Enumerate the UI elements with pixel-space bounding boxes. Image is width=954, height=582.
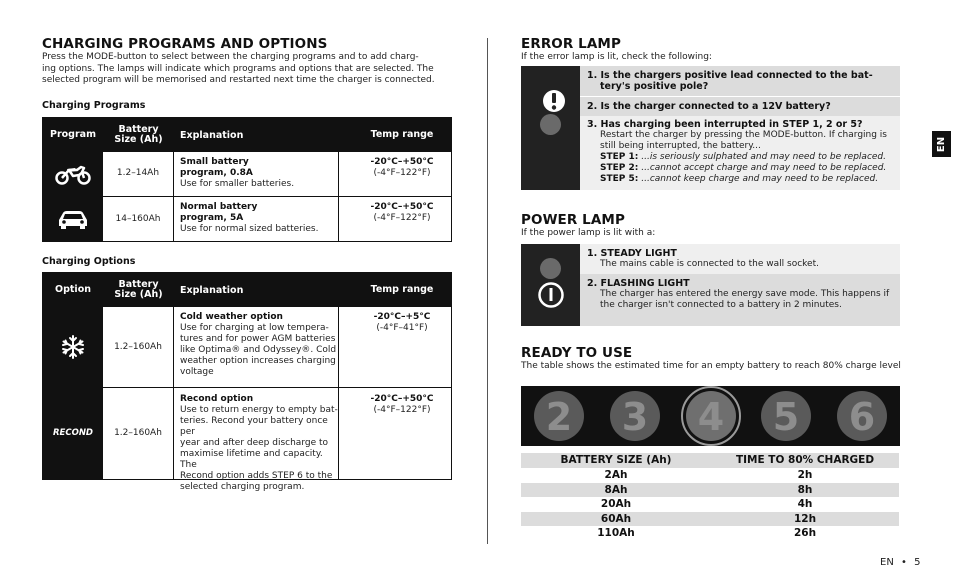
header-option: Option: [55, 284, 91, 295]
error-intro: If the error lamp is lit, check the following:: [521, 52, 712, 62]
table-row: 8Ah 8h: [521, 483, 899, 498]
option-size: 1.2–160Ah: [114, 342, 162, 352]
language-side-tab: EN: [932, 131, 951, 157]
table-row: 20Ah 4h: [521, 497, 899, 512]
error-lamp-indicator: [540, 114, 561, 135]
option-temp: -20°C–+5°C (-4°F–41°F): [373, 312, 431, 333]
car-icon: [56, 196, 90, 241]
error-item-3: 3. Has charging been interrupted in STEP 1, 2 or 5? Restart the charger by pressing the MODE-button. If charging is still being interrupted, the battery... STEP 1: ...is seriously sulphated and may need to be replaced. STEP 2: ...cannot accept charge and may need to be replaced. STEP 5: ...cannot keep charge and may need to be replaced.: [587, 119, 887, 184]
error-step-5: STEP 5: ...cannot keep charge and may need to be replaced.: [600, 174, 879, 184]
section-title-error: ERROR LAMP: [521, 36, 621, 52]
options-table: [42, 272, 452, 492]
error-item-1: 1. Is the chargers positive lead connected to the bat- tery's positive pole?: [587, 70, 873, 92]
header-explanation: Explanation: [180, 284, 244, 296]
program-temp: -20°C–+50°C (-4°F–122°F): [370, 202, 434, 223]
programs-heading: Charging Programs: [42, 100, 146, 111]
options-heading: Charging Options: [42, 256, 136, 267]
power-lamp-indicator: [540, 258, 561, 279]
header-explanation: Explanation: [180, 129, 244, 141]
table-row: 110Ah 26h: [521, 526, 899, 541]
program-explanation: Small battery program, 0.8A Use for smaller batteries.: [180, 157, 295, 189]
column-divider: [487, 38, 488, 544]
options-table-header: [43, 273, 451, 307]
section-title-charging: CHARGING PROGRAMS AND OPTIONS: [42, 36, 328, 52]
power-lamp-box: [521, 244, 900, 326]
snowflake-icon: [60, 307, 86, 387]
step-digit-6: [831, 386, 893, 446]
error-exclamation-icon: [541, 88, 567, 118]
program-temp: -20°C–+50°C (-4°F–122°F): [370, 157, 434, 178]
svg-text:4: 4: [697, 395, 724, 439]
programs-table-header: [43, 118, 451, 152]
step-display: [521, 386, 900, 446]
option-size: 1.2–160Ah: [114, 428, 162, 438]
motorcycle-icon: [55, 152, 91, 196]
recond-icon-label: RECOND: [53, 428, 93, 438]
error-step-2: STEP 2: ...cannot accept charge and may need to be replaced.: [600, 163, 887, 173]
program-size: 1.2–14Ah: [116, 168, 160, 178]
page-footer: EN • 5: [880, 557, 921, 568]
header-temp-range: Temp range: [370, 129, 434, 140]
ready-table-header: BATTERY SIZE (Ah) TIME TO 80% CHARGED: [521, 453, 899, 468]
section-title-ready: READY TO USE: [521, 345, 633, 361]
charging-intro: Press the MODE-button to select between the charging programs and to add charg- ing options. The lamps will indicate which programs and options that are selected. The selected program will be memorised and restarted next time the charger is connected.: [42, 52, 435, 85]
step-digit-2: [528, 386, 590, 446]
header-program: Program: [50, 129, 96, 140]
ready-intro: The table shows the estimated time for an empty battery to reach 80% charge level: [521, 361, 901, 371]
error-lamp-box: [521, 66, 900, 190]
svg-text:5: 5: [773, 395, 800, 439]
header-temp-range: Temp range: [370, 284, 434, 295]
programs-table: [42, 117, 452, 242]
section-title-power: POWER LAMP: [521, 212, 625, 228]
option-explanation: Recond option Use to return energy to empty bat- teries. Recond your battery once per year and after deep discharge to maximise lifetime and capacity. The Recond option adds STEP 6 to the selected charging program.: [180, 394, 338, 492]
header-battery-size: Battery Size (Ah): [114, 124, 163, 145]
program-explanation: Normal battery program, 5A Use for normal sized batteries.: [180, 202, 319, 234]
power-item-2: 2. FLASHING LIGHT The charger has entered the energy save mode. This happens if the charger isn't connected to a battery in 2 minutes.: [587, 278, 890, 310]
table-row: 2Ah 2h: [521, 468, 899, 483]
power-item-1: 1. STEADY LIGHT The mains cable is connected to the wall socket.: [587, 248, 819, 269]
step-digit-3: [604, 386, 666, 446]
table-row: 60Ah 12h: [521, 512, 899, 527]
option-explanation: Cold weather option Use for charging at low tempera- tures and for power AGM batteries like Optima® and Odyssey®. Cold weather option increases charging voltage: [180, 312, 337, 377]
program-size: 14–160Ah: [115, 214, 161, 224]
header-battery-size: Battery Size (Ah): [114, 279, 163, 300]
step-digit-4: [680, 386, 742, 446]
svg-text:3: 3: [621, 395, 648, 439]
power-icon: [537, 281, 565, 313]
svg-text:6: 6: [848, 395, 876, 439]
svg-text:2: 2: [545, 395, 573, 439]
power-intro: If the power lamp is lit with a:: [521, 228, 656, 238]
step-digit-5: [755, 386, 817, 446]
error-step-1: STEP 1: ...is seriously sulphated and may need to be replaced.: [600, 152, 887, 162]
error-item-2: 2. Is the charger connected to a 12V battery?: [587, 101, 831, 112]
option-temp: -20°C–+50°C (-4°F–122°F): [370, 394, 434, 415]
